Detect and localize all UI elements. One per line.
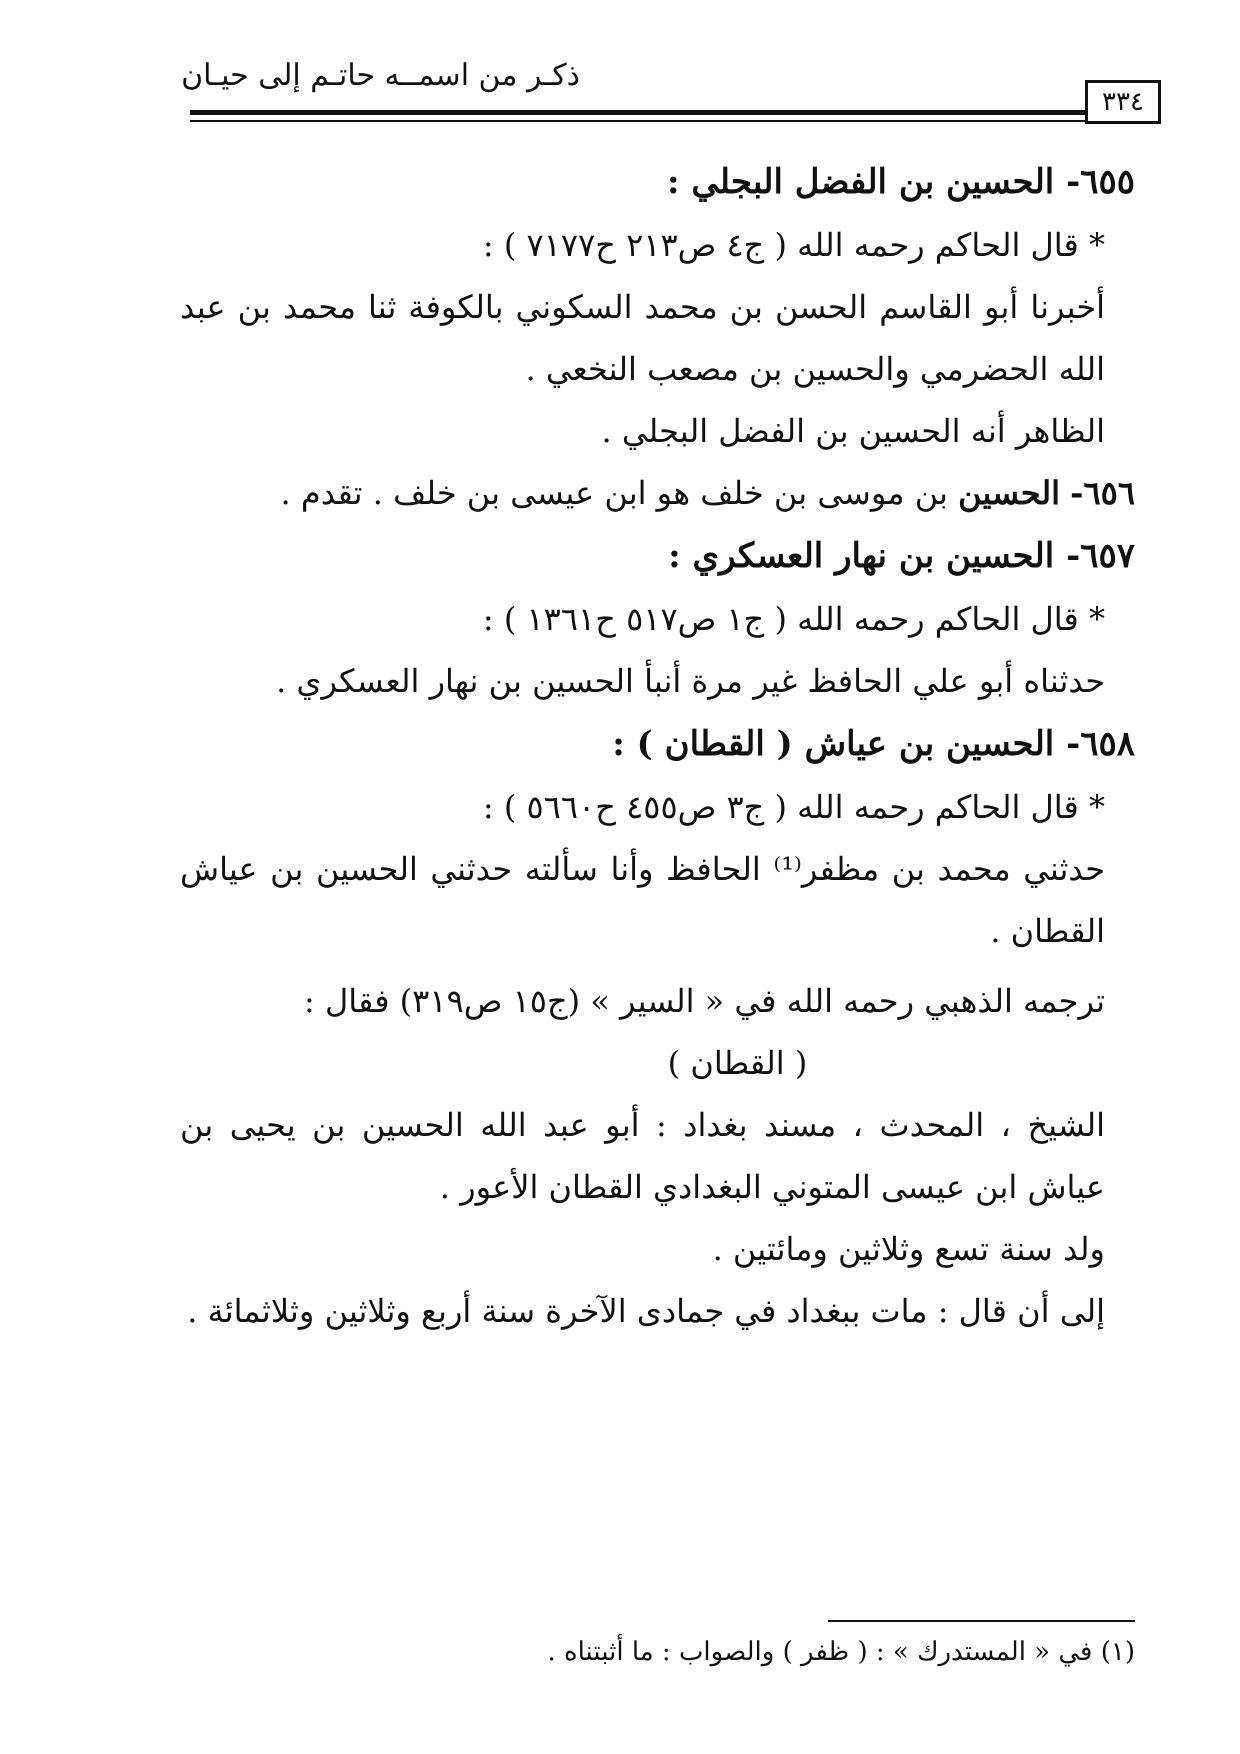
- header-rule: [190, 110, 1085, 115]
- editor-note: الظاهر أنه الحسين بن الفضل البجلي .: [601, 412, 1105, 450]
- source-citation: * قال الحاكم رحمه الله ( ج٤ ص٢١٣ ح٧١٧٧ ) :: [482, 226, 1105, 264]
- entry-heading-656: [180, 462, 1135, 524]
- biography-reference: ترجمه الذهبي رحمه الله في « السير » (ج١٥ ص٣١٩) فقال :: [304, 982, 1105, 1020]
- biography-text: الشيخ ، المحدث ، مسند بغداد : أبو عبد الله الحسين بن يحيى بن عياش ابن عيسى المتوني البغدادي القطان الأعور .: [180, 1106, 1105, 1206]
- footnote-rule: [828, 1620, 1135, 1622]
- main-text: [180, 150, 1135, 1342]
- narration-text: حدثناه أبو علي الحافظ غير مرة أنبأ الحسين بن نهار العسكري .: [276, 662, 1105, 700]
- entry-heading-655: ٦٥٥- الحسين بن الفضل البجلي :: [666, 162, 1135, 202]
- narration-text: حدثني محمد بن مظفر⁽¹⁾ الحافظ وأنا سألته حدثني الحسين بن عياش القطان .: [180, 850, 1106, 950]
- entry-number: ٦٥٦-: [1070, 474, 1135, 512]
- biography-subtitle: ( القطان ): [667, 1044, 808, 1082]
- running-title: ذكـر من اسمــه حاتـم إلى حيـان: [181, 58, 580, 93]
- entry-heading-657: ٦٥٧- الحسين بن نهار العسكري :: [668, 536, 1135, 576]
- page-number: ٣٣٤: [1085, 80, 1161, 124]
- birth-note: ولد سنة تسع وثلاثين ومائتين .: [712, 1230, 1105, 1268]
- entry-remark: بن موسى بن خلف هو ابن عيسى بن خلف . تقدم .: [280, 474, 948, 512]
- death-note: إلى أن قال : مات ببغداد في جمادى الآخرة سنة أربع وثلاثين وثلاثمائة .: [187, 1292, 1105, 1330]
- source-citation: * قال الحاكم رحمه الله ( ج٣ ص٤٥٥ ح٥٦٦٠ ) :: [482, 788, 1105, 826]
- narration-text: أخبرنا أبو القاسم الحسن بن محمد السكوني بالكوفة ثنا محمد بن عبد الله الحضرمي والحسين بن مصعب النخعي .: [180, 288, 1105, 388]
- entry-heading-658: ٦٥٨- الحسين بن عياش ( القطان ) :: [612, 724, 1135, 764]
- footnote: (١) في « المستدرك » : ( ظفر ) والصواب : ما أثبتناه .: [547, 1637, 1135, 1667]
- source-citation: * قال الحاكم رحمه الله ( ج١ ص٥١٧ ح١٣٦١ ) :: [482, 600, 1105, 638]
- entry-name: الحسين: [958, 474, 1060, 512]
- header-rule-thin: [190, 120, 1085, 122]
